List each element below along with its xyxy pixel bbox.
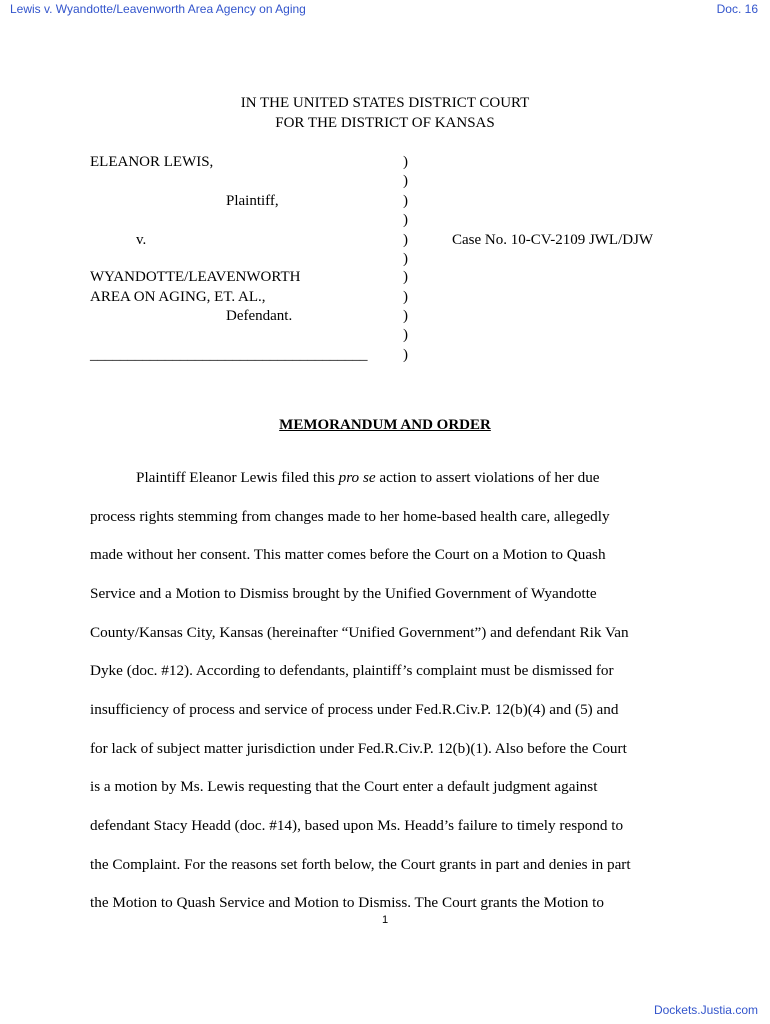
versus: v. bbox=[136, 232, 147, 248]
caption-paren: ) bbox=[403, 173, 408, 189]
body-text: action to assert violations of her due bbox=[375, 469, 600, 486]
document-title: MEMORANDUM AND ORDER bbox=[279, 417, 491, 433]
caption-paren: ) bbox=[403, 193, 408, 209]
body-line: process rights stemming from changes made to her home-based health care, allegedly bbox=[90, 508, 610, 525]
caption-paren: ) bbox=[403, 308, 408, 324]
plaintiff-role: Plaintiff, bbox=[226, 193, 279, 209]
court-name: IN THE UNITED STATES DISTRICT COURT bbox=[240, 95, 530, 111]
doc-number-link[interactable]: Doc. 16 bbox=[716, 2, 758, 16]
source-link[interactable]: Dockets.Justia.com bbox=[653, 1003, 758, 1017]
caption-rule: _____________________________________ bbox=[90, 347, 368, 363]
body-italic-text: pro se bbox=[338, 469, 376, 486]
page-number: 1 bbox=[381, 914, 389, 926]
body-line: insufficiency of process and service of process under Fed.R.Civ.P. 12(b)(4) and (5) and bbox=[90, 701, 619, 718]
defendant-name-line1: WYANDOTTE/LEAVENWORTH bbox=[90, 269, 301, 285]
body-line: for lack of subject matter jurisdiction under Fed.R.Civ.P. 12(b)(1). Also before the Court bbox=[90, 740, 627, 757]
plaintiff-name: ELEANOR LEWIS, bbox=[90, 154, 214, 170]
body-line: defendant Stacy Headd (doc. #14), based upon Ms. Headd’s failure to timely respond to bbox=[90, 817, 624, 834]
caption-paren: ) bbox=[403, 232, 408, 248]
caption-paren: ) bbox=[403, 251, 408, 267]
caption-paren: ) bbox=[403, 289, 408, 305]
caption-paren: ) bbox=[403, 269, 408, 285]
body-line: Service and a Motion to Dismiss brought by the Unified Government of Wyandotte bbox=[90, 585, 597, 602]
body-line: made without her consent. This matter comes before the Court on a Motion to Quash bbox=[90, 546, 606, 563]
case-number: Case No. 10-CV-2109 JWL/DJW bbox=[452, 232, 654, 248]
body-line: is a motion by Ms. Lewis requesting that the Court enter a default judgment against bbox=[90, 778, 598, 795]
body-line: County/Kansas City, Kansas (hereinafter “Unified Government”) and defendant Rik Van bbox=[90, 624, 629, 641]
body-line: Dyke (doc. #12). According to defendants, plaintiff’s complaint must be dismissed for bbox=[90, 662, 614, 679]
caption-paren: ) bbox=[403, 327, 408, 343]
caption-paren: ) bbox=[403, 347, 408, 363]
caption-paren: ) bbox=[403, 154, 408, 170]
body-line: the Motion to Quash Service and Motion to Dismiss. The Court grants the Motion to bbox=[90, 894, 604, 911]
body-line: the Complaint. For the reasons set forth below, the Court grants in part and denies in part bbox=[90, 856, 631, 873]
defendant-role: Defendant. bbox=[226, 308, 293, 324]
court-district: FOR THE DISTRICT OF KANSAS bbox=[275, 115, 495, 131]
caption-paren: ) bbox=[403, 212, 408, 228]
body-text: Plaintiff Eleanor Lewis filed this bbox=[136, 469, 339, 486]
defendant-name-line2: AREA ON AGING, ET. AL., bbox=[90, 289, 266, 305]
case-title-link[interactable]: Lewis v. Wyandotte/Leavenworth Area Agency on Aging bbox=[10, 2, 306, 16]
body-line bbox=[136, 468, 600, 487]
